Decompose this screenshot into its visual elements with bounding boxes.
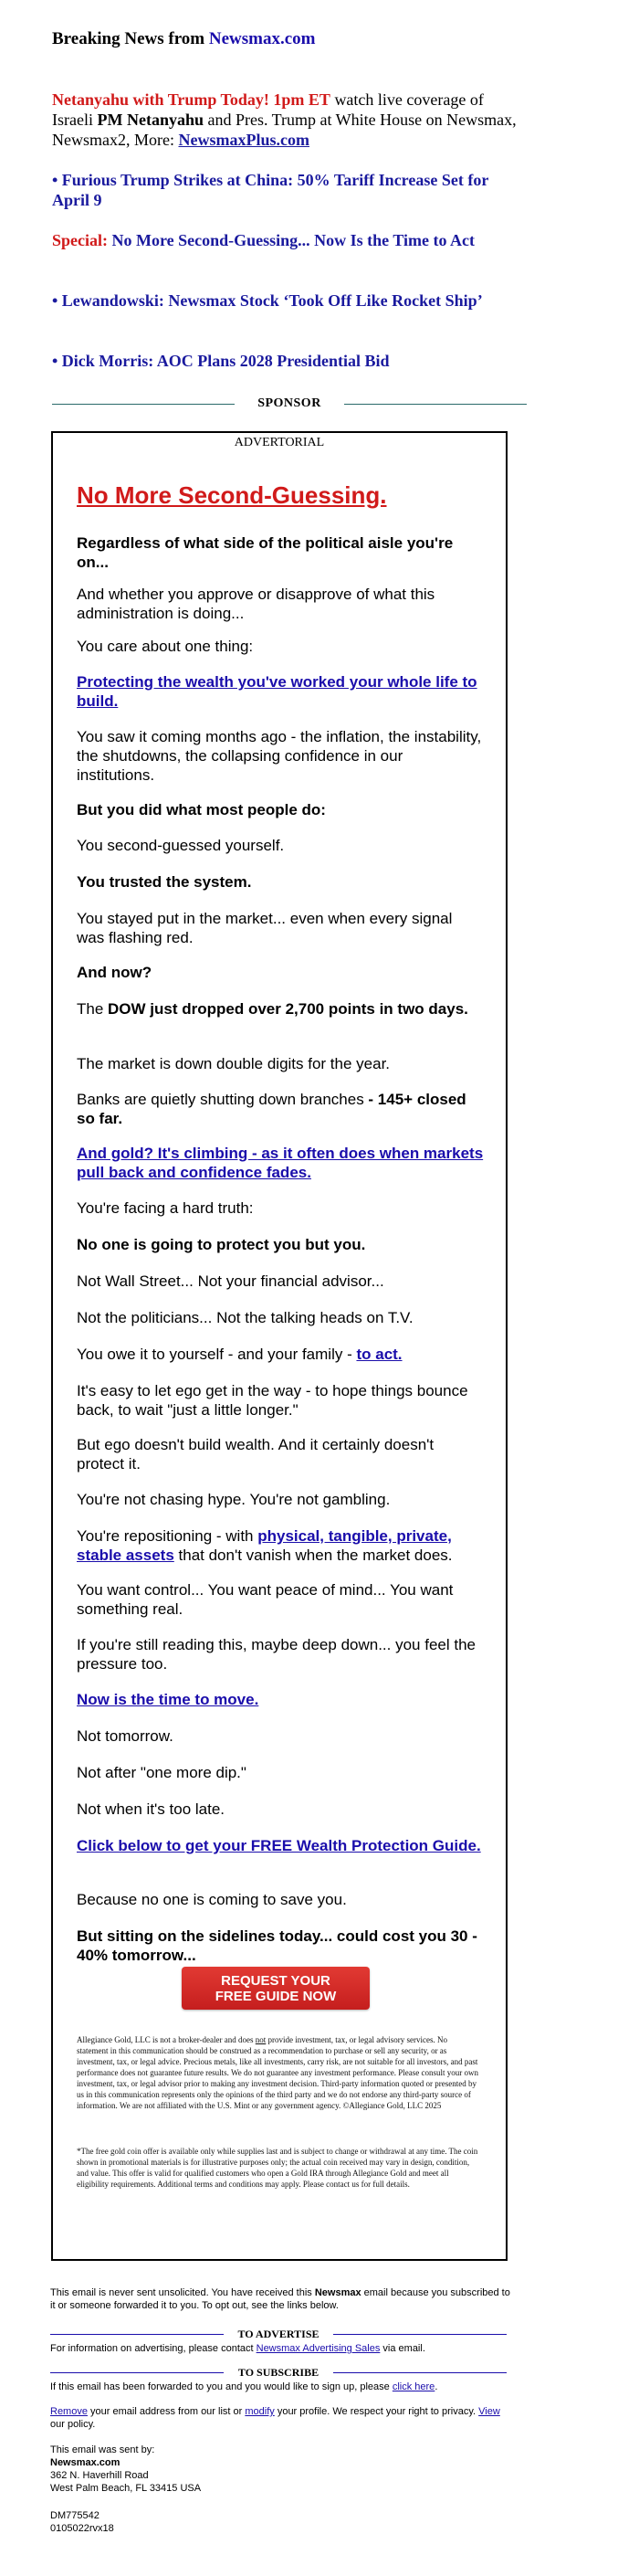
free-guide-link[interactable]: Click below to get your FREE Wealth Protection Guide. [77, 1837, 481, 1854]
tracking-code-2: 0105022rvx18 [50, 2523, 114, 2534]
banks-text: Banks are quietly shutting down branches [77, 1091, 369, 1108]
ad-paragraph: You want control... You want peace of mind... You want something real. [77, 1581, 454, 1618]
gold-coin-offer-text: *The free gold coin offer is available only while supplies last and is subject to change or withdrawal at any time. The coin shown in promotional materials is for illustrative purposes only; the actual coin received may vary in design, condition, and value. This offer is valid for qualified customers who open a Gold IRA through Allegiance Gold and meet all eligibility requirements. Additional terms and conditions may apply. Please contact us for full details. [77, 2147, 478, 2189]
newsmax-brand-link[interactable]: Newsmax.com [208, 29, 316, 48]
unsolicited-notice [50, 2286, 511, 2312]
sent-by-label: This email was sent by: [50, 2444, 155, 2455]
notice-text: email because you subscribed to it or someone forwarded it to you. To opt out, see the links below. [50, 2287, 510, 2311]
news-item-highlight: Netanyahu with Trump Today! [52, 90, 269, 109]
ad-paragraph: And whether you approve or disapprove of what this administration is doing... [77, 586, 435, 622]
protect-wealth-link[interactable]: Protecting the wealth you've worked your whole life to build. [77, 673, 477, 710]
email-header [52, 29, 315, 49]
ad-paragraph: Not tomorrow. [77, 1727, 173, 1745]
dow-prefix: The [77, 1000, 109, 1018]
advertise-text: For information on advertising, please contact [50, 2343, 257, 2354]
remove-info [50, 2405, 511, 2431]
assets-prefix: You're repositioning - with [77, 1527, 258, 1545]
ad-paragraph: No one is going to protect you but you. [77, 1236, 366, 1253]
news-item-time: 1pm ET [273, 90, 330, 109]
subscribe-section-header [50, 2365, 507, 2380]
sent-by-block [50, 2444, 511, 2495]
ad-paragraph: But sitting on the sidelines today... could cost you 30 - 40% tomorrow... [77, 1927, 477, 1964]
ad-paragraph: You care about one thing: [77, 638, 254, 655]
remove-text: your email address from our list or [87, 2406, 246, 2417]
news-item-tariff[interactable]: • Furious Trump Strikes at China: 50% Tariff Increase Set for April 9 [52, 171, 488, 209]
disclaimer-not: not [255, 2035, 267, 2044]
ad-paragraph-assets [77, 1526, 484, 1565]
ad-paragraph: Regardless of what side of the political aisle you're on... [77, 534, 454, 571]
click-here-link[interactable]: click here [392, 2381, 435, 2392]
tangible-assets-link[interactable]: physical, tangible, private, stable assets [77, 1527, 452, 1564]
gold-climbing-link[interactable]: And gold? It's climbing - as it often does when markets pull back and confidence fades. [77, 1145, 484, 1181]
address-line-2: West Palm Beach, FL 33415 USA [50, 2483, 202, 2494]
advertise-section-header [50, 2327, 507, 2341]
disclaimer-part: provide investment, tax, or legal advisory services. No statement in this communication should be construed as a recommendation to purchase or sell any security, or as investment, tax, or legal advice. Precious metals, like all investments, carry risk, are not suitable for all investors, and past performance does not guarantee future results. We do not guarantee any investment performance. Please consult your own investment, tax, or legal advisor prior to making any investment decision. Third-party information quoted or presented by us in this communication represents only the opinions of the third party and we do not endorse any third-party source of information. We are not affiliated with the U.S. Mint or any government agency. ©Allegiance Gold, LLC 2025 [77, 2035, 478, 2110]
ad-paragraph: You stayed put in the market... even when every signal was flashing red. [77, 910, 453, 946]
disclaimer-part: Allegiance Gold, LLC is not a broker-dealer and does [77, 2035, 256, 2044]
ad-paragraph: You're not chasing hype. You're not gambling. [77, 1491, 391, 1508]
ad-paragraph: You're facing a hard truth: [77, 1199, 254, 1217]
ad-paragraph: Not the politicians... Not the talking heads on T.V. [77, 1309, 414, 1326]
ad-paragraph: Because no one is coming to save you. [77, 1891, 347, 1908]
advertorial-label: ADVERTORIAL [234, 436, 325, 449]
ad-paragraph: You trusted the system. [77, 873, 252, 891]
ad-paragraph: You saw it coming months ago - the inflation, the instability, the shutdowns, the collapsing confidence in our institutions. [77, 728, 482, 784]
assets-suffix: that don't vanish when the market does. [173, 1547, 453, 1564]
news-item-text-2: and Pres. Trump at White House on Newsmax, Newsmax2, More: [52, 111, 517, 149]
special-label: Special: [52, 231, 108, 249]
sponsor-label: SPONSOR [257, 396, 321, 410]
news-item-text: watch live coverage of Israeli [52, 90, 484, 129]
ad-paragraph: You second-guessed yourself. [77, 837, 285, 854]
act-text: You owe it to yourself - and your family - [77, 1346, 357, 1363]
notice-text: This email is never sent unsolicited. You have received this [50, 2287, 315, 2298]
remove-link[interactable]: Remove [50, 2406, 88, 2417]
news-item-special[interactable] [52, 230, 522, 250]
ad-paragraph: But ego doesn't build wealth. And it certainly doesn't protect it. [77, 1436, 435, 1473]
ad-paragraph: Not when it's too late. [77, 1800, 225, 1818]
view-policy-link[interactable]: View [478, 2406, 500, 2417]
company-name: Newsmax.com [50, 2457, 120, 2468]
special-text: No More Second-Guessing... Now Is the Time to Act [108, 231, 475, 249]
cta-line-1: REQUEST YOUR [221, 1973, 330, 1989]
advertise-info [50, 2342, 511, 2355]
advertise-text: via email. [380, 2343, 425, 2354]
subscribe-text: . [435, 2381, 438, 2392]
ad-paragraph: The market is down double digits for the year. [77, 1055, 391, 1072]
cta-line-2: FREE GUIDE NOW [215, 1989, 337, 2004]
notice-brand: Newsmax [314, 2287, 361, 2298]
time-to-move-link[interactable]: Now is the time to move. [77, 1691, 259, 1708]
ad-headline[interactable]: No More Second-Guessing. [77, 481, 387, 509]
ad-paragraph: It's easy to let ego get in the way - to hope things bounce back, to wait "just a little longer." [77, 1382, 468, 1419]
ad-paragraph: If you're still reading this, maybe deep down... you feel the pressure too. [77, 1636, 476, 1673]
advertising-sales-link[interactable]: Newsmax Advertising Sales [256, 2343, 381, 2354]
sponsor-divider [52, 395, 527, 413]
to-act-link[interactable]: to act. [356, 1346, 403, 1363]
subscribe-info [50, 2381, 511, 2393]
ad-paragraph-act [77, 1345, 484, 1364]
request-free-guide-button[interactable] [182, 1967, 370, 2010]
ad-paragraph-dow [77, 999, 484, 1019]
banks-count: - 145+ closed so far. [77, 1091, 466, 1127]
header-prefix: Breaking News from [52, 29, 209, 48]
advertise-title: TO ADVERTISE [237, 2328, 320, 2340]
disclaimer-text [77, 2034, 478, 2111]
newsmaxplus-link[interactable]: NewsmaxPlus.com [178, 131, 309, 149]
ad-paragraph: But you did what most people do: [77, 801, 326, 818]
subscribe-title: TO SUBSCRIBE [237, 2366, 320, 2379]
subscribe-text: If this email has been forwarded to you and you would like to sign up, please [50, 2381, 393, 2392]
ad-paragraph: Not after "one more dip." [77, 1764, 246, 1781]
dow-text: DOW just dropped over 2,700 points in two days. [108, 1000, 468, 1018]
remove-text: our policy. [50, 2419, 96, 2430]
ad-paragraph-banks [77, 1090, 484, 1128]
modify-link[interactable]: modify [245, 2406, 275, 2417]
remove-text: your profile. We respect your right to privacy. [274, 2406, 479, 2417]
news-item-dick-morris[interactable]: • Dick Morris: AOC Plans 2028 Presidential Bid [52, 352, 390, 370]
news-item-pm: PM Netanyahu [97, 111, 204, 129]
tracking-codes [50, 2509, 511, 2535]
news-item-lewandowski[interactable]: • Lewandowski: Newsmax Stock ‘Took Off Like Rocket Ship’ [52, 291, 483, 310]
news-item-netanyahu[interactable] [52, 90, 522, 150]
address-line-1: 362 N. Haverhill Road [50, 2470, 149, 2481]
ad-paragraph: Not Wall Street... Not your financial advisor... [77, 1272, 384, 1290]
ad-paragraph: And now? [77, 964, 152, 981]
tracking-code-1: DM775542 [50, 2510, 100, 2521]
